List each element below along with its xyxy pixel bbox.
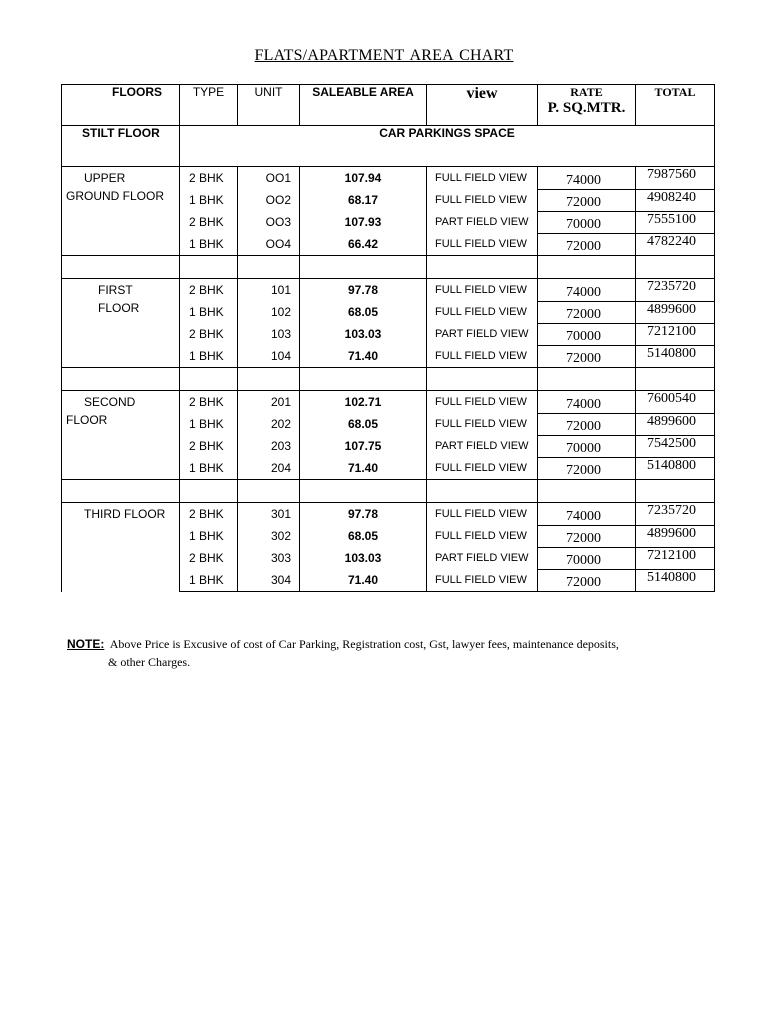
view-type: FULL FIELD VIEW bbox=[427, 391, 538, 414]
note-line-2: & other Charges. bbox=[108, 655, 191, 669]
spacer-cell bbox=[238, 256, 300, 279]
header-rate-label: RATE bbox=[570, 85, 603, 99]
total-price: 5140800 bbox=[636, 345, 715, 368]
header-view-label: view bbox=[466, 85, 498, 102]
flat-type: 1 BHK bbox=[180, 233, 238, 256]
unit-number: 104 bbox=[238, 345, 300, 368]
saleable-area: 66.42 bbox=[300, 233, 427, 256]
rate-per-sqm: 72000 bbox=[538, 189, 636, 211]
view-type: FULL FIELD VIEW bbox=[427, 569, 538, 592]
view-type: FULL FIELD VIEW bbox=[427, 345, 538, 368]
price-note bbox=[67, 635, 707, 671]
table-row bbox=[62, 391, 715, 414]
floor-label-line-1: SECOND bbox=[84, 395, 136, 409]
unit-number: 302 bbox=[238, 525, 300, 547]
header-rate bbox=[538, 85, 636, 126]
saleable-area: 107.75 bbox=[300, 435, 427, 457]
page-title: FLATS/APARTMENT AREA CHART bbox=[254, 47, 514, 64]
spacer-cell bbox=[427, 480, 538, 503]
view-type: PART FIELD VIEW bbox=[427, 211, 538, 233]
total-price: 7235720 bbox=[636, 279, 715, 302]
rate-per-sqm: 72000 bbox=[538, 233, 636, 256]
spacer-cell bbox=[238, 368, 300, 391]
total-price: 7600540 bbox=[636, 391, 715, 414]
header-type: TYPE bbox=[180, 85, 238, 126]
floor-label-line-2: GROUND FLOOR bbox=[66, 189, 165, 203]
flat-type: 2 BHK bbox=[180, 323, 238, 345]
unit-number: 304 bbox=[238, 569, 300, 592]
spacer-row bbox=[62, 368, 715, 391]
stilt-floor-row bbox=[62, 126, 715, 167]
spacer-cell bbox=[538, 256, 636, 279]
total-price: 7212100 bbox=[636, 547, 715, 569]
total-price: 4899600 bbox=[636, 301, 715, 323]
header-total-label: TOTAL bbox=[654, 85, 696, 99]
note-line-1: Above Price is Excusive of cost of Car Parking, Registration cost, Gst, lawyer fees, maintenance deposits, bbox=[109, 637, 619, 651]
area-chart-table bbox=[61, 84, 715, 592]
spacer-cell bbox=[62, 368, 180, 391]
saleable-area: 102.71 bbox=[300, 391, 427, 414]
unit-number: 204 bbox=[238, 457, 300, 480]
spacer-cell bbox=[636, 256, 715, 279]
floor-label bbox=[62, 279, 180, 368]
flat-type: 1 BHK bbox=[180, 301, 238, 323]
view-type: PART FIELD VIEW bbox=[427, 547, 538, 569]
flat-type: 1 BHK bbox=[180, 525, 238, 547]
view-type: FULL FIELD VIEW bbox=[427, 525, 538, 547]
rate-per-sqm: 70000 bbox=[538, 323, 636, 345]
total-price: 5140800 bbox=[636, 457, 715, 480]
floor-label-line-2: FLOOR bbox=[66, 413, 108, 427]
header-view bbox=[427, 85, 538, 126]
rate-per-sqm: 70000 bbox=[538, 547, 636, 569]
saleable-area: 71.40 bbox=[300, 569, 427, 592]
flat-type: 1 BHK bbox=[180, 569, 238, 592]
unit-number: 301 bbox=[238, 503, 300, 526]
spacer-cell bbox=[427, 256, 538, 279]
table-row bbox=[62, 167, 715, 190]
view-type: FULL FIELD VIEW bbox=[427, 413, 538, 435]
spacer-cell bbox=[538, 368, 636, 391]
rate-per-sqm: 74000 bbox=[538, 167, 636, 190]
rate-per-sqm: 70000 bbox=[538, 211, 636, 233]
rate-per-sqm: 72000 bbox=[538, 569, 636, 592]
spacer-cell bbox=[238, 480, 300, 503]
total-price: 4899600 bbox=[636, 525, 715, 547]
rate-per-sqm: 70000 bbox=[538, 435, 636, 457]
car-parking-note: CAR PARKINGS SPACE bbox=[180, 126, 715, 167]
rate-per-sqm: 72000 bbox=[538, 525, 636, 547]
saleable-area: 71.40 bbox=[300, 345, 427, 368]
flat-type: 2 BHK bbox=[180, 391, 238, 414]
floor-label bbox=[62, 167, 180, 256]
unit-number: 201 bbox=[238, 391, 300, 414]
header-total bbox=[636, 85, 715, 126]
total-price: 7555100 bbox=[636, 211, 715, 233]
rate-per-sqm: 74000 bbox=[538, 503, 636, 526]
spacer-row bbox=[62, 480, 715, 503]
saleable-area: 68.05 bbox=[300, 525, 427, 547]
flat-type: 2 BHK bbox=[180, 435, 238, 457]
rate-per-sqm: 74000 bbox=[538, 279, 636, 302]
unit-number: 101 bbox=[238, 279, 300, 302]
saleable-area: 103.03 bbox=[300, 547, 427, 569]
flat-type: 1 BHK bbox=[180, 457, 238, 480]
spacer-cell bbox=[427, 368, 538, 391]
saleable-area: 68.05 bbox=[300, 301, 427, 323]
unit-number: OO1 bbox=[238, 167, 300, 190]
rate-per-sqm: 72000 bbox=[538, 345, 636, 368]
unit-number: 103 bbox=[238, 323, 300, 345]
rate-per-sqm: 74000 bbox=[538, 391, 636, 414]
spacer-row bbox=[62, 256, 715, 279]
floor-label bbox=[62, 503, 180, 592]
unit-number: 102 bbox=[238, 301, 300, 323]
total-price: 4782240 bbox=[636, 233, 715, 256]
saleable-area: 68.05 bbox=[300, 413, 427, 435]
floor-label-line-1: THIRD FLOOR bbox=[84, 507, 166, 521]
header-floors: FLOORS bbox=[62, 85, 180, 126]
note-label: NOTE: bbox=[67, 637, 105, 651]
spacer-cell bbox=[300, 256, 427, 279]
spacer-cell bbox=[62, 256, 180, 279]
view-type: FULL FIELD VIEW bbox=[427, 503, 538, 526]
rate-per-sqm: 72000 bbox=[538, 301, 636, 323]
header-saleable-area: SALEABLE AREA bbox=[300, 85, 427, 126]
unit-number: 202 bbox=[238, 413, 300, 435]
saleable-area: 71.40 bbox=[300, 457, 427, 480]
view-type: FULL FIELD VIEW bbox=[427, 301, 538, 323]
total-price: 5140800 bbox=[636, 569, 715, 592]
view-type: FULL FIELD VIEW bbox=[427, 279, 538, 302]
saleable-area: 107.93 bbox=[300, 211, 427, 233]
saleable-area: 97.78 bbox=[300, 503, 427, 526]
floor-label-line-1: UPPER bbox=[84, 171, 126, 185]
unit-number: 303 bbox=[238, 547, 300, 569]
spacer-cell bbox=[62, 480, 180, 503]
flat-type: 1 BHK bbox=[180, 345, 238, 368]
flat-type: 2 BHK bbox=[180, 211, 238, 233]
header-rate-unit: P. SQ.MTR. bbox=[547, 100, 626, 116]
view-type: FULL FIELD VIEW bbox=[427, 189, 538, 211]
flat-type: 2 BHK bbox=[180, 503, 238, 526]
spacer-cell bbox=[180, 480, 238, 503]
rate-per-sqm: 72000 bbox=[538, 457, 636, 480]
flat-type: 1 BHK bbox=[180, 189, 238, 211]
view-type: FULL FIELD VIEW bbox=[427, 167, 538, 190]
view-type: FULL FIELD VIEW bbox=[427, 233, 538, 256]
spacer-cell bbox=[180, 368, 238, 391]
unit-number: OO2 bbox=[238, 189, 300, 211]
unit-number: 203 bbox=[238, 435, 300, 457]
spacer-cell bbox=[636, 480, 715, 503]
spacer-cell bbox=[300, 368, 427, 391]
spacer-cell bbox=[300, 480, 427, 503]
spacer-cell bbox=[538, 480, 636, 503]
total-price: 4908240 bbox=[636, 189, 715, 211]
flat-type: 2 BHK bbox=[180, 279, 238, 302]
view-type: PART FIELD VIEW bbox=[427, 435, 538, 457]
view-type: PART FIELD VIEW bbox=[427, 323, 538, 345]
flat-type: 2 BHK bbox=[180, 167, 238, 190]
view-type: FULL FIELD VIEW bbox=[427, 457, 538, 480]
total-price: 7987560 bbox=[636, 167, 715, 190]
floor-label bbox=[62, 391, 180, 480]
header-unit: UNIT bbox=[238, 85, 300, 126]
total-price: 7212100 bbox=[636, 323, 715, 345]
total-price: 7542500 bbox=[636, 435, 715, 457]
unit-number: OO4 bbox=[238, 233, 300, 256]
spacer-cell bbox=[636, 368, 715, 391]
saleable-area: 68.17 bbox=[300, 189, 427, 211]
saleable-area: 97.78 bbox=[300, 279, 427, 302]
saleable-area: 107.94 bbox=[300, 167, 427, 190]
rate-per-sqm: 72000 bbox=[538, 413, 636, 435]
table-row bbox=[62, 279, 715, 302]
total-price: 7235720 bbox=[636, 503, 715, 526]
flat-type: 2 BHK bbox=[180, 547, 238, 569]
header-row bbox=[62, 85, 715, 126]
floor-label-line-1: FIRST FLOOR bbox=[98, 283, 140, 315]
stilt-floor-label: STILT FLOOR bbox=[62, 126, 180, 167]
saleable-area: 103.03 bbox=[300, 323, 427, 345]
table-row bbox=[62, 503, 715, 526]
total-price: 4899600 bbox=[636, 413, 715, 435]
flat-type: 1 BHK bbox=[180, 413, 238, 435]
spacer-cell bbox=[180, 256, 238, 279]
unit-number: OO3 bbox=[238, 211, 300, 233]
